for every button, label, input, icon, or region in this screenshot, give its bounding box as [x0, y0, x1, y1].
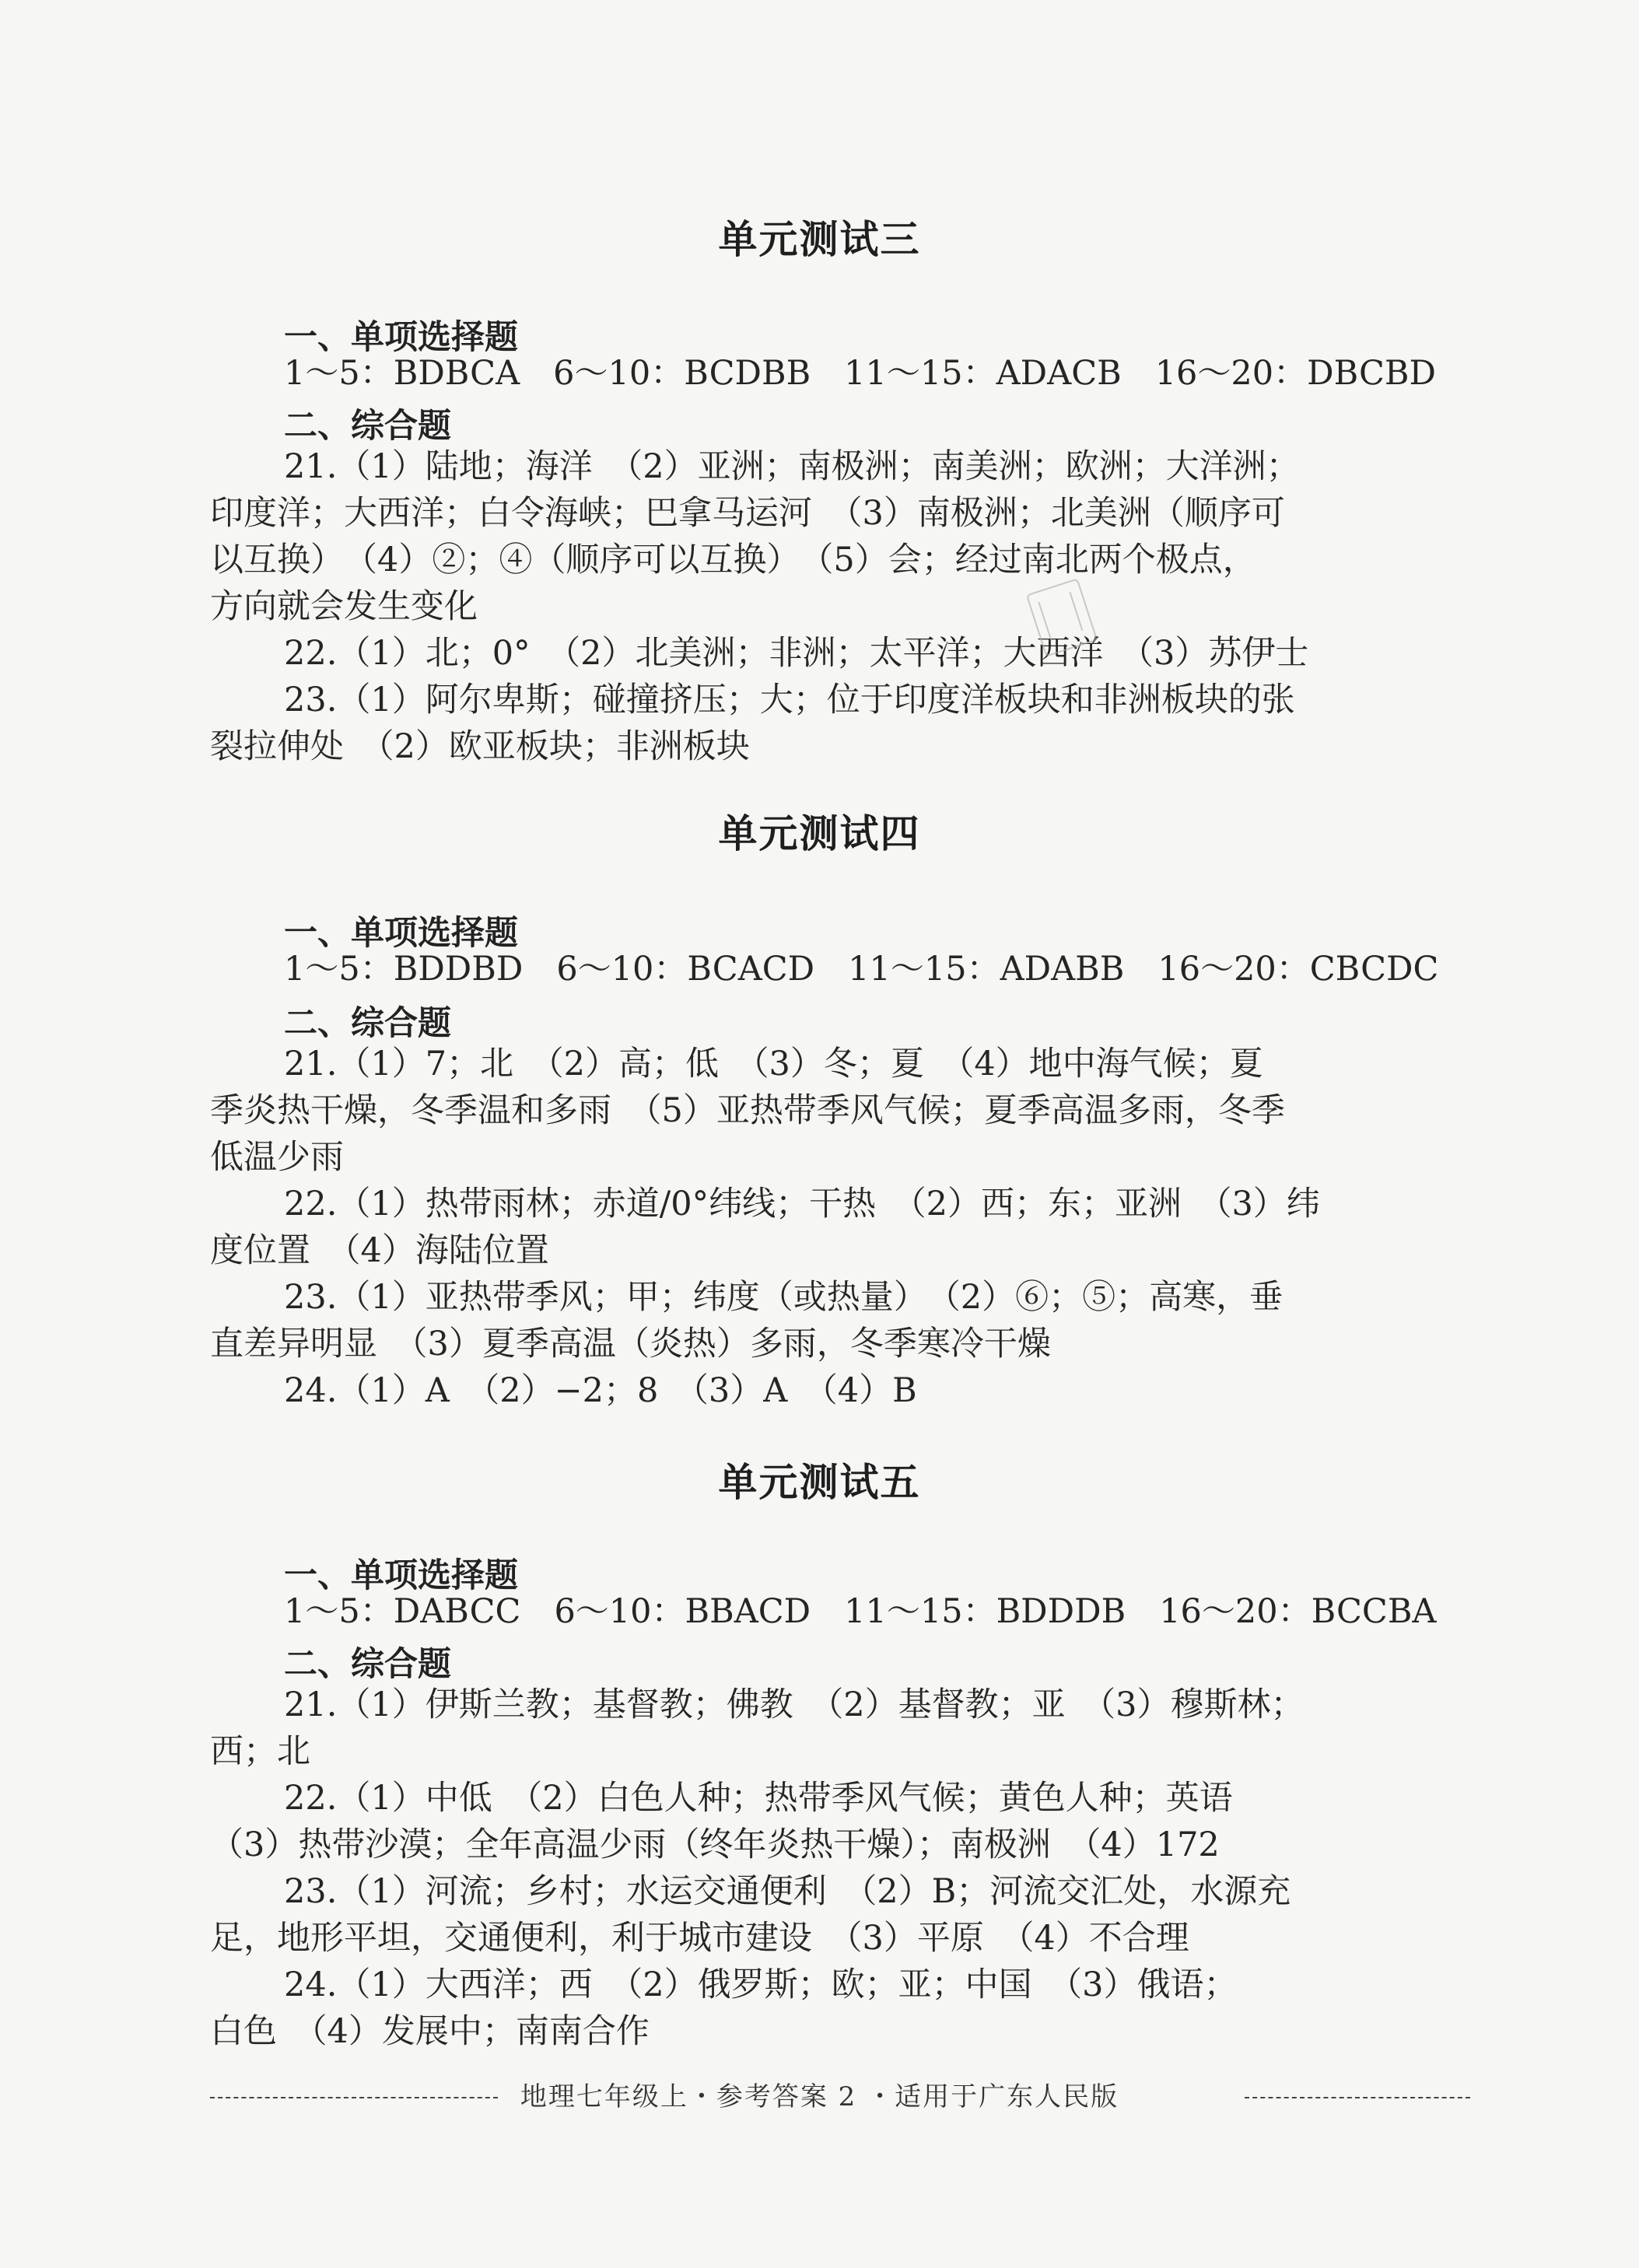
footer-text: 地理七年级上・参考答案 2 ・适用于广东人民版	[0, 2075, 1639, 2119]
comp-heading-5: 二、综合题	[284, 1645, 451, 1684]
answer-line: 23.（1）亚热带季风；甲；纬度（或热量） （2）⑥；⑤；高寒，垂	[284, 1278, 1284, 1317]
answer-line: 21.（1）伊斯兰教；基督教；佛教 （2）基督教；亚 （3）穆斯林；	[284, 1685, 1305, 1724]
unit-title-5: 单元测试五	[718, 1459, 921, 1505]
mc-answers-4: 1～5：BDDBD 6～10：BCACD 11～15：ADABB 16～20：CBCDC	[284, 950, 1439, 989]
answer-line: （3）热带沙漠；全年高温少雨（终年炎热干燥）；南极洲 （4）172	[210, 1825, 1220, 1864]
answer-line: 方向就会发生变化	[210, 587, 478, 626]
answer-line: 季炎热干燥，冬季温和多雨 （5）亚热带季风气候；夏季高温多雨，冬季	[210, 1091, 1285, 1130]
answer-line: 22.（1）北；0° （2）北美洲；非洲；太平洋；大西洋 （3）苏伊士	[284, 634, 1309, 673]
unit-title-4: 单元测试四	[718, 810, 921, 856]
answer-line: 直差异明显 （3）夏季高温（炎热）多雨，冬季寒冷干燥	[210, 1325, 1051, 1363]
answer-line: 裂拉伸处 （2）欧亚板块；非洲板块	[210, 727, 750, 766]
answer-line: 印度洋；大西洋；白令海峡；巴拿马运河 （3）南极洲；北美洲（顺序可	[210, 494, 1285, 533]
answer-line: 度位置 （4）海陆位置	[210, 1231, 549, 1270]
answer-line: 22.（1）热带雨林；赤道/0°纬线；干热 （2）西；东；亚洲 （3）纬	[284, 1185, 1320, 1223]
answer-line: 23.（1）阿尔卑斯；碰撞挤压；大；位于印度洋板块和非洲板块的张	[284, 681, 1295, 719]
answer-line: 低温少雨	[210, 1138, 344, 1177]
mc-answers-5: 1～5：DABCC 6～10：BBACD 11～15：BDDDB 16～20：BCCBA	[284, 1592, 1437, 1631]
mc-heading-5: 一、单项选择题	[284, 1556, 518, 1595]
answer-line: 24.（1）大西洋；西 （2）俄罗斯；欧；亚；中国 （3）俄语；	[284, 1965, 1238, 2004]
mc-heading-4: 一、单项选择题	[284, 914, 518, 953]
answer-line: 23.（1）河流；乡村；水运交通便利 （2）B；河流交汇处，水源充	[284, 1872, 1291, 1911]
answer-line: 足，地形平坦，交通便利，利于城市建设 （3）平原 （4）不合理	[210, 1919, 1189, 1958]
answer-line: 24.（1）A （2）−2；8 （3）A （4）B	[284, 1371, 917, 1410]
mc-answers-3: 1～5：BDBCA 6～10：BCDBB 11～15：ADACB 16～20：DBCBD	[284, 354, 1436, 393]
answer-line: 以互换） （4）②；④（顺序可以互换） （5）会；经过南北两个极点，	[210, 541, 1256, 579]
answer-line: 西；北	[210, 1732, 310, 1771]
answer-line: 22.（1）中低 （2）白色人种；热带季风气候；黄色人种；英语	[284, 1779, 1233, 1818]
comp-heading-4: 二、综合题	[284, 1004, 451, 1043]
unit-title-3: 单元测试三	[718, 216, 921, 262]
answer-line: 21.（1）7；北 （2）高；低 （3）冬；夏 （4）地中海气候；夏	[284, 1045, 1263, 1083]
comp-heading-3: 二、综合题	[284, 407, 451, 446]
page-footer	[0, 2075, 1639, 2122]
answer-line: 白色 （4）发展中；南南合作	[210, 2012, 650, 2051]
answer-line: 21.（1）陆地；海洋 （2）亚洲；南极洲；南美洲；欧洲；大洋洲；	[284, 447, 1300, 486]
mc-heading-3: 一、单项选择题	[284, 318, 518, 357]
